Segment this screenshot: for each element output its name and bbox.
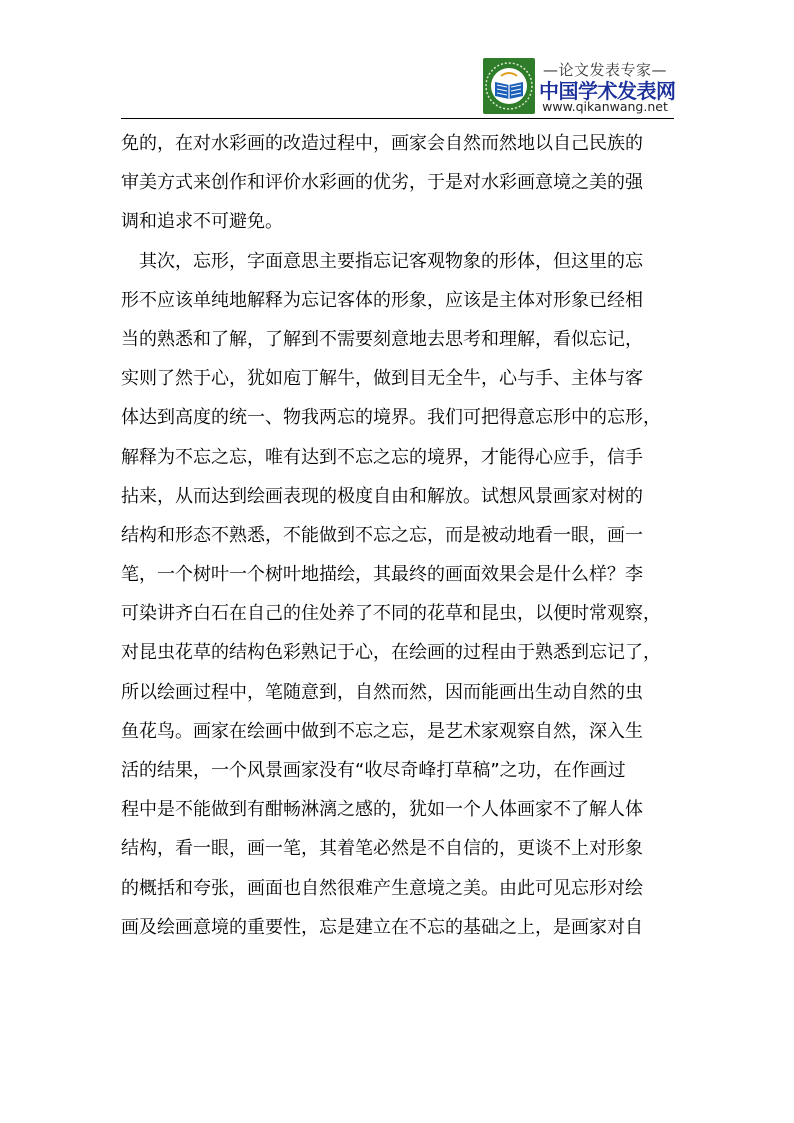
text-line: 免的，在对水彩画的改造过程中，画家会自然而然地以自己民族的 bbox=[121, 133, 643, 154]
text-line: 对昆虫花草的结构色彩熟记于心，在绘画的过程由于熟悉到忘记了， bbox=[121, 642, 661, 664]
text-line: 调和追求不可避免。 bbox=[121, 211, 283, 233]
text-line: 程中是不能做到有酣畅淋漓之感的，犹如一个人体画家不了解人体 bbox=[121, 799, 643, 821]
logo-url[interactable]: www.qikanwang.net bbox=[542, 99, 668, 114]
text-line: 形不应该单纯地解释为忘记客体的形象，应该是主体对形象已经相 bbox=[121, 289, 643, 311]
open-book-emblem-icon bbox=[483, 58, 535, 114]
text-line: 所以绘画过程中，笔随意到，自然而然，因而能画出生动自然的虫 bbox=[121, 681, 643, 703]
text-line: 当的熟悉和了解，了解到不需要刻意地去思考和理解，看似忘记， bbox=[121, 328, 643, 350]
text-line: 实则了然于心，犹如庖丁解牛，做到目无全牛，心与手、主体与客 bbox=[121, 368, 643, 390]
text-line: 审美方式来创作和评价水彩画的优劣，于是对水彩画意境之美的强 bbox=[121, 172, 643, 194]
document-body bbox=[121, 124, 676, 947]
text-line: 结构和形态不熟悉，不能做到不忘之忘，而是被动地看一眼，画一 bbox=[121, 524, 643, 546]
paragraph-start-line: 其次，忘形，字面意思主要指忘记客观物象的形体，但这里的忘 bbox=[139, 250, 643, 272]
text-line: 鱼花鸟。画家在绘画中做到不忘之忘，是艺术家观察自然，深入生 bbox=[121, 720, 643, 742]
text-line: 活的结果，一个风景画家没有“收尽奇峰打草稿”之功，在作画过 bbox=[121, 760, 626, 781]
text-line: 结构，看一眼，画一笔，其着笔必然是不自信的，更谈不上对形象 bbox=[121, 838, 643, 860]
site-logo[interactable] bbox=[483, 56, 676, 118]
text-line: 可染讲齐白石在自己的住处养了不同的花草和昆虫，以便时常观察， bbox=[121, 603, 661, 625]
text-line: 体达到高度的统一、物我两忘的境界。我们可把得意忘形中的忘形， bbox=[121, 407, 661, 429]
text-line: 拈来，从而达到绘画表现的极度自由和解放。试想风景画家对树的 bbox=[121, 485, 643, 507]
text-line: 解释为不忘之忘，唯有达到不忘之忘的境界，才能得心应手，信手 bbox=[121, 446, 643, 468]
text-line: 画及绘画意境的重要性，忘是建立在不忘的基础之上，是画家对自 bbox=[121, 916, 643, 938]
logo-site-name: 中国学术发表网 bbox=[539, 79, 676, 103]
text-line: 笔，一个树叶一个树叶地描绘，其最终的画面效果会是什么样？李 bbox=[121, 564, 643, 586]
header-divider bbox=[121, 118, 674, 119]
text-line: 的概括和夸张，画面也自然很难产生意境之美。由此可见忘形对绘 bbox=[121, 877, 643, 899]
logo-tagline: —论文发表专家— bbox=[542, 61, 667, 79]
